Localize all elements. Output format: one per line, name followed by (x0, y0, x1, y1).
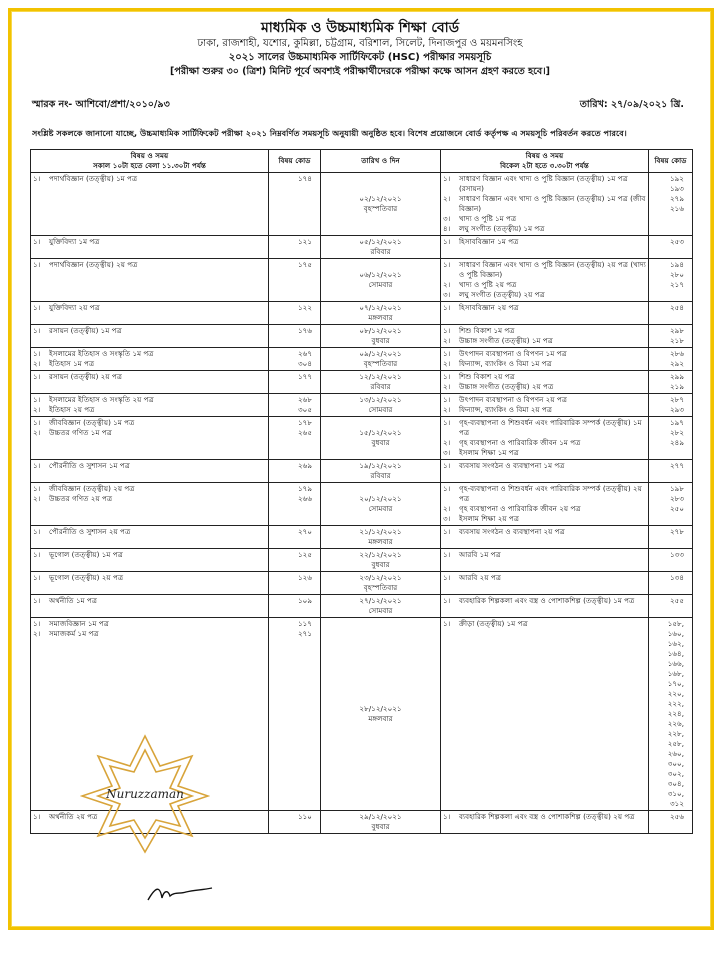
morning-codes: ১৭৬ (269, 325, 321, 348)
exam-date: ০৯/১২/২০২১ বৃহস্পতিবার (321, 348, 441, 371)
table-row (31, 549, 693, 572)
morning-subjects: ১। পৌরনীতি ও সুশাসন ২য় পত্র (31, 526, 269, 549)
morning-codes: ১৭৮ ২৬৫ (269, 417, 321, 460)
afternoon-subjects: ১। আরবি ১ম পত্র (441, 549, 649, 572)
afternoon-codes: ১৯৮ ২৮৩ ২৫০ (649, 483, 693, 526)
exam-date: ২৩/১২/২০২১ বৃহস্পতিবার (321, 572, 441, 595)
table-header-row (31, 150, 693, 173)
document-header (0, 20, 720, 78)
exam-date: ০৫/১২/২০২১ রবিবার (321, 236, 441, 259)
signature (146, 882, 216, 904)
header-afternoon: বিষয় ও সময় বিকেল ২টা হতে ৩.৩০টা পর্যন্ত (441, 150, 649, 173)
morning-codes: ২৬৮ ৩০৫ (269, 394, 321, 417)
morning-codes: ১৭৫ (269, 259, 321, 302)
morning-codes: ১২১ (269, 236, 321, 259)
morning-codes: ১২২ (269, 302, 321, 325)
exam-schedule-table (30, 149, 693, 834)
notice-text: সংশ্লিষ্ট সকলকে জানানো যাচ্ছে, উচ্চমাধ্যমিক সার্টিফিকেট পরীক্ষা ২০২১ নিম্নবর্ণিত সময়সূচি অনুযায়ী অনুষ্ঠিত হবে। বিশেষ প্রয়োজনে বোর্ড কর্তৃপক্ষ এ সময়সূচি পরিবর্তন করতে পারবে। (32, 128, 627, 138)
afternoon-codes: ১৩৩ (649, 549, 693, 572)
morning-subjects: ১। অর্থনীতি ২য় পত্র (31, 811, 269, 834)
table-row (31, 460, 693, 483)
exam-date: ২৯/১২/২০২১ বুধবার (321, 811, 441, 834)
afternoon-subjects: ১। উৎপাদন ব্যবস্থাপনা ও বিপণন ২য় পত্র ২। ফিন্যান্স, ব্যাংকিং ও বিমা ২য় পত্র (441, 394, 649, 417)
afternoon-subjects: ১। হিসাববিজ্ঞান ১ম পত্র (441, 236, 649, 259)
exam-date: ২৭/১২/২০২১ সোমবার (321, 595, 441, 618)
afternoon-subjects: ১। ব্যবহারিক শিল্পকলা এবং বস্ত্র ও পোশাকশিল্প (তত্ত্বীয়) ২য় পত্র (441, 811, 649, 834)
board-title: মাধ্যমিক ও উচ্চমাধ্যমিক শিক্ষা বোর্ড (260, 20, 460, 36)
exam-date: ২২/১২/২০২১ বুধবার (321, 549, 441, 572)
afternoon-codes: ১৩৪ (649, 572, 693, 595)
exam-date: ০৬/১২/২০২১ সোমবার (321, 259, 441, 302)
afternoon-subjects: ১। উৎপাদন ব্যবস্থাপনা ও বিপণন ১ম পত্র ২। ফিন্যান্স, ব্যাংকিং ও বিমা ১ম পত্র (441, 348, 649, 371)
table-row (31, 526, 693, 549)
morning-codes: ১৭৯ ২৬৬ (269, 483, 321, 526)
morning-subjects: ১। জীববিজ্ঞান (তত্ত্বীয়) ২য় পত্র ২। উচ্চতর গণিত ২য় পত্র (31, 483, 269, 526)
afternoon-subjects: ১। গৃহ-ব্যবস্থাপনা ও শিশুবর্ধন এবং পারিবারিক সম্পর্ক (তত্ত্বীয়) ২য় পত্র ২। গৃহ ব্যবস্থাপনা ও পারিবারিক জীবন ২য় পত্র ৩। ইসলাম শিক্ষা ২য় পত্র (441, 483, 649, 526)
morning-subjects: ১। পৌরনীতি ও সুশাসন ১ম পত্র (31, 460, 269, 483)
exam-date: ২১/১২/২০২১ মঙ্গলবার (321, 526, 441, 549)
table-row (31, 595, 693, 618)
exam-date: ১৫/১২/২০২১ বুধবার (321, 417, 441, 460)
exam-date: ১৯/১২/২০২১ রবিবার (321, 460, 441, 483)
nuruzzaman-stamp (80, 734, 210, 854)
schedule-subtitle: [পরীক্ষা শুরুর ৩০ (ত্রিশ) মিনিট পূর্বে অবশ্যই পরীক্ষার্থীদেরকে পরীক্ষা কক্ষে আসন গ্রহণ করতে হবে।] (170, 66, 550, 77)
afternoon-subjects: ১। ব্যবসায় সংগঠন ও ব্যবস্থাপনা ১ম পত্র (441, 460, 649, 483)
exam-date: ০৮/১২/২০২১ বুধবার (321, 325, 441, 348)
morning-subjects: ১। ভূগোল (তত্ত্বীয়) ২য় পত্র (31, 572, 269, 595)
issue-date: তারিখ: ২৭/০৯/২০২১ খ্রি. (579, 99, 684, 110)
table-row (31, 572, 693, 595)
header-code-afternoon: বিষয় কোড (649, 150, 693, 173)
morning-codes: ২৭০ (269, 526, 321, 549)
exam-date: ২৮/১২/২০২১ মঙ্গলবার (321, 618, 441, 811)
table-row (31, 236, 693, 259)
afternoon-codes: ২৫৬ (649, 811, 693, 834)
schedule-title: ২০২১ সালের উচ্চমাধ্যমিক সার্টিফিকেট (HSC) পরীক্ষার সময়সূচি (228, 52, 492, 63)
afternoon-codes: ২৫৪ (649, 302, 693, 325)
table-row (31, 259, 693, 302)
morning-codes: ১১৭ ২৭১ (269, 618, 321, 811)
morning-subjects: ১। পদার্থবিজ্ঞান (তত্ত্বীয়) ১ম পত্র (31, 173, 269, 236)
memo-number: স্মারক নং- আশিবো/প্রশা/২০১০/৯৩ (32, 99, 170, 110)
morning-codes: ২৬৯ (269, 460, 321, 483)
afternoon-subjects: ১। ব্যবসায় সংগঠন ও ব্যবস্থাপনা ২য় পত্র (441, 526, 649, 549)
afternoon-codes: ২৯৮ ২১৮ (649, 325, 693, 348)
afternoon-codes: ১৯৭ ২৮২ ২৪৯ (649, 417, 693, 460)
table-row (31, 348, 693, 371)
afternoon-codes: ২৭৭ (649, 460, 693, 483)
morning-codes: ১৭৪ (269, 173, 321, 236)
afternoon-codes: ২৫৩ (649, 236, 693, 259)
afternoon-subjects: ১। ব্যবহারিক শিল্পকলা এবং বস্ত্র ও পোশাকশিল্প (তত্ত্বীয়) ১ম পত্র (441, 595, 649, 618)
exam-date: ১৩/১২/২০২১ সোমবার (321, 394, 441, 417)
morning-codes: ১৭৭ (269, 371, 321, 394)
morning-subjects: ১। ভূগোল (তত্ত্বীয়) ১ম পত্র (31, 549, 269, 572)
exam-date: ০২/১২/২০২১ বৃহস্পতিবার (321, 173, 441, 236)
morning-subjects: ১। ইসলামের ইতিহাস ও সংস্কৃতি ২য় পত্র ২। ইতিহাস ২য় পত্র (31, 394, 269, 417)
afternoon-subjects: ১। সাধারণ বিজ্ঞান এবং খাদ্য ও পুষ্টি বিজ্ঞান (তত্ত্বীয়) ২য় পত্র (খাদ্য ও পুষ্টি বিজ্ঞান) ২। খাদ্য ও পুষ্টি ২য় পত্র ৩। লঘু সংগীত (তত্ত্বীয়) ২য় পত্র (441, 259, 649, 302)
morning-subjects: ১। অর্থনীতি ১ম পত্র (31, 595, 269, 618)
morning-subjects: ১। ইসলামের ইতিহাস ও সংস্কৃতি ১ম পত্র ২। ইতিহাস ১ম পত্র (31, 348, 269, 371)
header-date: তারিখ ও দিন (321, 150, 441, 173)
exam-date: ১২/১২/২০২১ রবিবার (321, 371, 441, 394)
table-row (31, 173, 693, 236)
afternoon-subjects: ১। গৃহ-ব্যবস্থাপনা ও শিশুবর্ধন এবং পারিবারিক সম্পর্ক (তত্ত্বীয়) ১ম পত্র ২। গৃহ ব্যবস্থাপনা ও পারিবারিক জীবন ১ম পত্র ৩। ইসলাম শিক্ষা ১ম পত্র (441, 417, 649, 460)
afternoon-codes: ১৯২ ১৯৩ ২৭৯ ২১৬ (649, 173, 693, 236)
afternoon-codes: ২৮৬ ২৯২ (649, 348, 693, 371)
table-row (31, 302, 693, 325)
morning-subjects: ১। রসায়ন (তত্ত্বীয়) ২য় পত্র (31, 371, 269, 394)
afternoon-codes: ১৯৪ ২৮০ ২১৭ (649, 259, 693, 302)
morning-codes: ২৬৭ ৩০৪ (269, 348, 321, 371)
exam-date: ০৭/১২/২০২১ মঙ্গলবার (321, 302, 441, 325)
table-row (31, 371, 693, 394)
afternoon-codes: ২৫৫ (649, 595, 693, 618)
header-code: বিষয় কোড (269, 150, 321, 173)
morning-subjects: ১। পদার্থবিজ্ঞান (তত্ত্বীয়) ২য় পত্র (31, 259, 269, 302)
afternoon-codes: ১৫৮, ১৬০, ১৬২, ১৬৪, ১৬৬, ১৬৮, ১৭০, ২২০, ২২২, ২২৪, ২২৬, ২২৮, ২৫৮, ২৬০, ৩০০, ৩০২, ৩০৪, ৩১০, ৩১২ (649, 618, 693, 811)
afternoon-subjects: ১। শিশু বিকাশ ১ম পত্র ২। উচ্চাঙ্গ সংগীত (তত্ত্বীয়) ১ম পত্র (441, 325, 649, 348)
morning-subjects: ১। জীববিজ্ঞান (তত্ত্বীয়) ১ম পত্র ২। উচ্চতর গণিত ১ম পত্র (31, 417, 269, 460)
board-cities: ঢাকা, রাজশাহী, যশোর, কুমিল্লা, চট্টগ্রাম, বরিশাল, সিলেট, দিনাজপুর ও ময়মনসিংহ (197, 38, 523, 49)
stamp-text: Nuruzzaman (106, 787, 184, 801)
table-row (31, 417, 693, 460)
table-row (31, 483, 693, 526)
morning-codes: ১০৯ (269, 595, 321, 618)
morning-codes: ১২৬ (269, 572, 321, 595)
exam-date: ২০/১২/২০২১ সোমবার (321, 483, 441, 526)
afternoon-subjects: ১। হিসাববিজ্ঞান ২য় পত্র (441, 302, 649, 325)
morning-subjects: ১। যুক্তিবিদ্যা ১ম পত্র (31, 236, 269, 259)
header-morning: বিষয় ও সময় সকাল ১০টা হতে বেলা ১১.৩০টা পর্যন্ত (31, 150, 269, 173)
afternoon-codes: ২৮৭ ২৯৩ (649, 394, 693, 417)
morning-codes: ১২৫ (269, 549, 321, 572)
afternoon-subjects: ১। শিশু বিকাশ ২য় পত্র ২। উচ্চাঙ্গ সংগীত (তত্ত্বীয়) ২য় পত্র (441, 371, 649, 394)
morning-subjects: ১। সমাজবিজ্ঞান ১ম পত্র ২। সমাজকর্ম ১ম পত্র (31, 618, 269, 811)
afternoon-codes: ২৭৮ (649, 526, 693, 549)
table-row (31, 325, 693, 348)
table-row (31, 394, 693, 417)
morning-subjects: ১। যুক্তিবিদ্যা ২য় পত্র (31, 302, 269, 325)
afternoon-subjects: ১। ক্রীড়া (তত্ত্বীয়) ১ম পত্র (441, 618, 649, 811)
morning-subjects: ১। রসায়ন (তত্ত্বীয়) ১ম পত্র (31, 325, 269, 348)
afternoon-subjects: ১। সাধারণ বিজ্ঞান এবং খাদ্য ও পুষ্টি বিজ্ঞান (তত্ত্বীয়) ১ম পত্র (রসায়ন) ২। সাধারণ বিজ্ঞান এবং খাদ্য ও পুষ্টি বিজ্ঞান (তত্ত্বীয়) ১ম পত্র (জীব বিজ্ঞান) ৩। খাদ্য ও পুষ্টি ১ম পত্র ৪। লঘু সংগীত (তত্ত্বীয়) ১ম পত্র (441, 173, 649, 236)
morning-codes: ১১০ (269, 811, 321, 834)
afternoon-codes: ২৯৯ ২১৯ (649, 371, 693, 394)
afternoon-subjects: ১। আরবি ২য় পত্র (441, 572, 649, 595)
